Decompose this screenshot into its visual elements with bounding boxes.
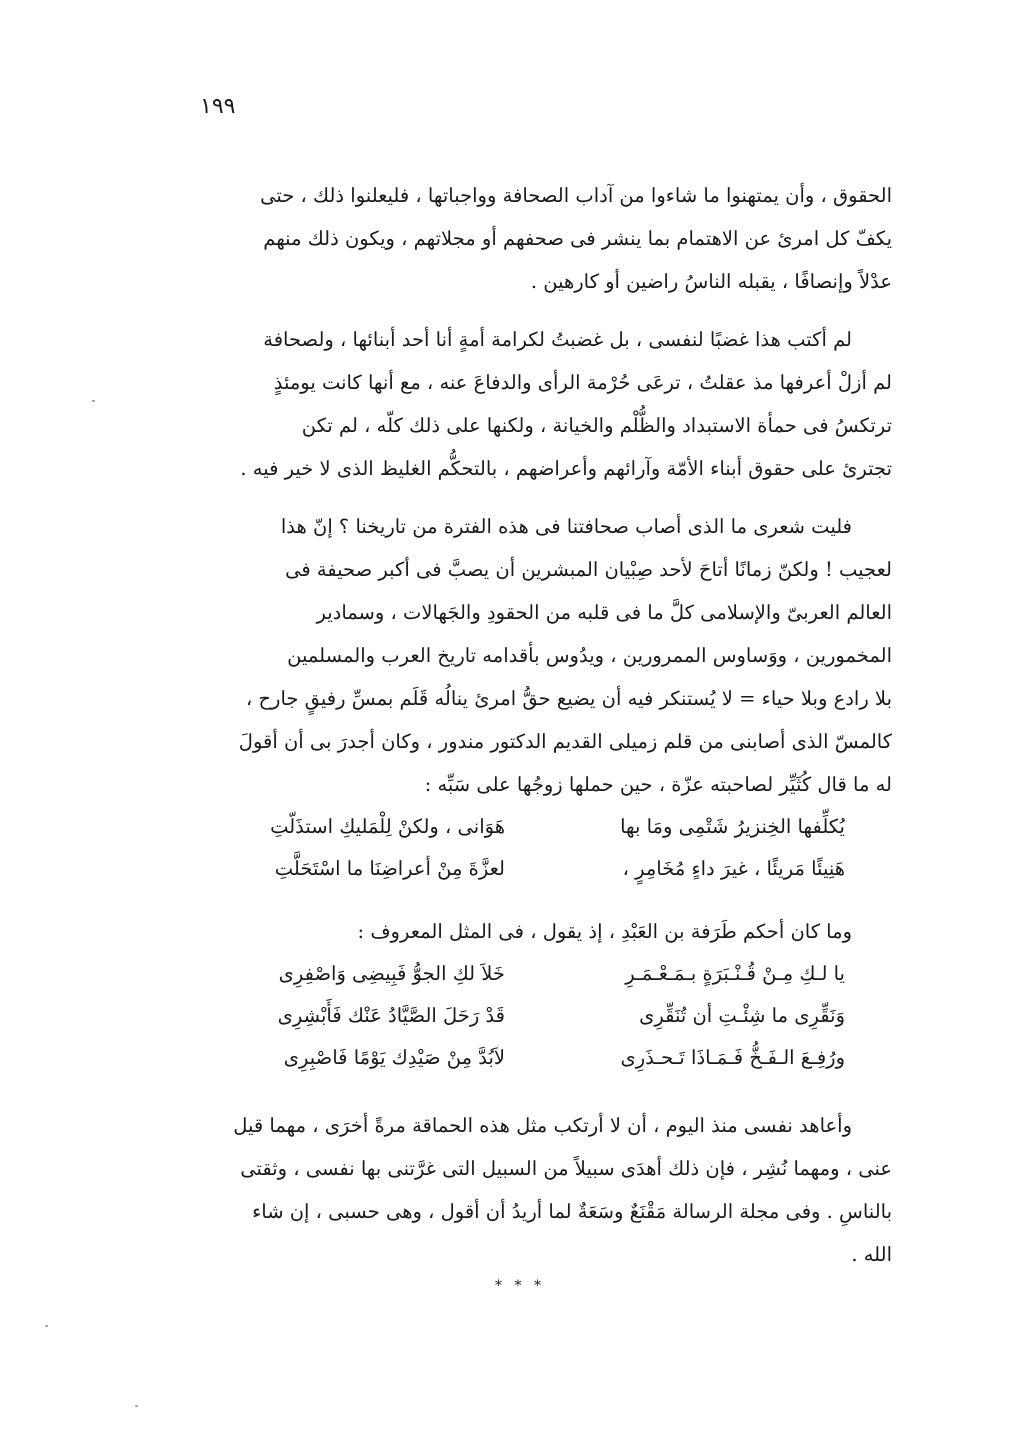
- paragraph-2: [172, 318, 892, 490]
- paragraph-line: له ما قال كُثَيِّر لصاحبته عزّة ، حين حملها زوجُها على سَبِّه :: [424, 773, 892, 796]
- paragraph-line: وما كان أحكم طَرَفة بن العَبْدِ ، إذ يقول ، فى المثل المعروف :: [357, 920, 852, 943]
- verse-couplet: [175, 953, 845, 995]
- paragraph-line: كالمسّ الذى أصابنى من قلم زميلى القديم الدكتور مندور ، وكان أجدرَ بى أن أقولَ: [238, 730, 892, 753]
- paragraph-line: المخمورين ، ووَساوس الممرورين ، ويدُوس بأقدامه تاريخ العرب والمسلمين: [287, 644, 892, 667]
- paragraph-line: بلا رادع وبلا حياء = لا يُستنكر فيه أن يضيع حقُّ امرئ ينالُه قَلَم بمسِّ رفيقٍ جارح ،: [245, 687, 892, 710]
- paragraph-line: عنى ، ومهما نُشِر ، فإن ذلك أهدَى سبيلاً من السبيل التى غرَّتنى بها نفسى ، وثقتى: [240, 1157, 892, 1180]
- paragraph-line: الحقوق ، وأن يمتهنوا ما شاءوا من آداب الصحافة وواجباتها ، فليعلنوا ذلك ، حتى: [260, 184, 892, 207]
- page-number: ١٩٩: [200, 94, 236, 119]
- verse-first-hemistich: هَنِيئًا مَريئًا ، غيرَ داءٍ مُخَامِرٍ ،: [622, 857, 845, 880]
- verse-second-hemistich: خَلاَ لكِ الجوُّ فَبِيضِى وَاصْفِرِى: [278, 962, 505, 985]
- verse-first-hemistich: يا لـكِ مِـنْ قُـنْـبَرَةٍ بـمَـعْـمَـرِ: [625, 962, 845, 985]
- paragraph-line: لم أكتب هذا غضبًا لنفسى ، بل غضبتُ لكرامة أمةٍ أنا أحد أبنائها ، ولصحافة: [263, 328, 852, 351]
- verse-second-hemistich: لعزَّةَ مِنْ أعراضِنَا ما اسْتَحَلَّتِ: [274, 857, 505, 880]
- verse-second-hemistich: قَدْ رَحَلَ الصَّيَّادُ عَنْك فَأَبْشِرِى: [277, 1004, 505, 1027]
- scan-speck: [92, 400, 95, 402]
- paragraph-line: وأعاهد نفسى منذ اليوم ، أن لا أرتكب مثل هذه الحماقة مرةً أخرَى ، مهما قيل: [233, 1114, 852, 1137]
- paragraph-line: لعجيب ! ولكنّ زمانًا أتاحَ لأحد صِبْيان المبشرين أن يصبَّ فى أكبر صحيفة فى: [285, 558, 892, 581]
- poem-kuthayyir: [175, 806, 845, 890]
- paragraph-5: [172, 1104, 892, 1276]
- paragraph-3: [172, 505, 892, 806]
- verse-second-hemistich: هَوَانى ، ولكنْ لِلْمَليكِ استذَلّتِ: [270, 815, 505, 838]
- scan-speck: [45, 1325, 48, 1327]
- verse-first-hemistich: وَنَقِّرِى ما شِئْـتِ أن تُنَقِّرِى: [639, 1004, 845, 1027]
- verse-couplet: [175, 848, 845, 890]
- verse-couplet: [175, 1037, 845, 1079]
- verse-first-hemistich: ورُفِـعَ الـفَـخُّ فَـمَـاذَا تَـحـذَرِى: [620, 1046, 845, 1069]
- paragraph-1: [172, 174, 892, 303]
- paragraph-line: الله .: [851, 1243, 892, 1266]
- paragraph-line: لم أزلْ أعرفها مذ عقلتُ ، ترعَى حُرْمة الرأى والدفاعَ عنه ، مع أنها كانت يومئذٍ: [273, 371, 892, 394]
- section-separator: * * *: [495, 1278, 545, 1294]
- poem-tarafa: [175, 953, 845, 1079]
- paragraph-line: تجترئ على حقوق أبناء الأمّة وآرائهم وأعراضهم ، بالتحكُّم الغليظ الذى لا خير فيه .: [240, 457, 892, 480]
- paragraph-4: [172, 910, 892, 953]
- paragraph-line: بالناسِ . وفى مجلة الرسالة مَقْنَعٌ وسَعَةٌ لما أريدُ أن أقول ، وهى حسبى ، إن شاء: [252, 1200, 892, 1223]
- paragraph-line: ترتكسُ فى حمأة الاستبداد والظُّلْم والخيانة ، ولكنها على ذلك كلّه ، لم تكن: [301, 414, 892, 437]
- paragraph-line: عدْلاً وإنصافًا ، يقبله الناسُ راضين أو كارهين .: [530, 270, 892, 293]
- verse-second-hemistich: لاَبُدَّ مِنْ صَيْدِك يَوْمًا فَاصْبِرِى: [283, 1046, 505, 1069]
- paragraph-line: يكفّ كل امرئ عن الاهتمام بما ينشر فى صحفهم أو مجلاتهم ، ويكون ذلك منهم: [263, 227, 892, 250]
- verse-first-hemistich: يُكلِّفها الخِنزيرُ شَتْمِى ومَا بها: [620, 815, 845, 838]
- paragraph-line: العالم العربىّ والإسلامى كلَّ ما فى قلبه من الحقودِ والجَهالات ، وسمادير: [316, 601, 892, 624]
- verse-couplet: [175, 806, 845, 848]
- scan-speck: [135, 1405, 138, 1407]
- paragraph-line: فليت شعرى ما الذى أصاب صحافتنا فى هذه الفترة من تاريخنا ؟ إنّ هذا: [280, 515, 852, 538]
- verse-couplet: [175, 995, 845, 1037]
